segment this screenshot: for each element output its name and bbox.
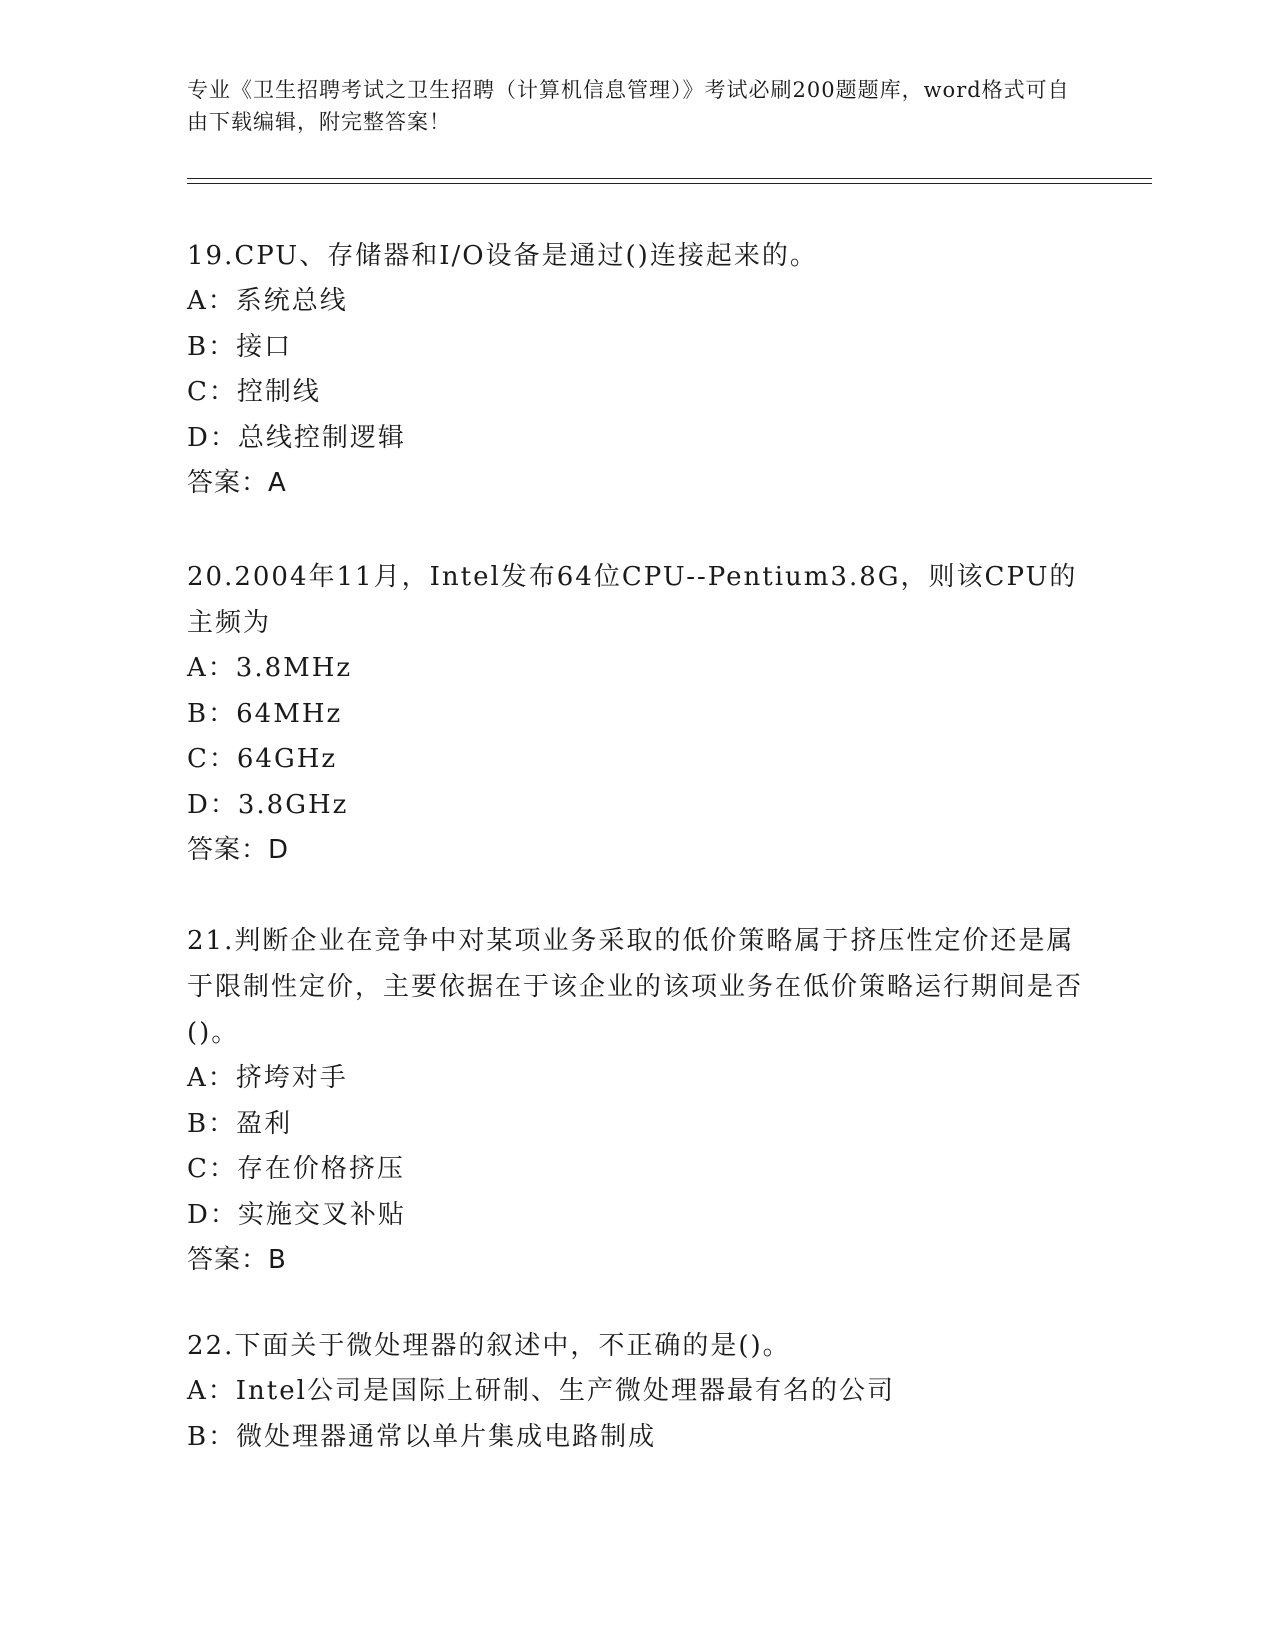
- question-21: [187, 918, 1087, 1284]
- option-b: B：微处理器通常以单片集成电路制成: [187, 1421, 657, 1452]
- answer-line: 答案：D: [187, 835, 290, 865]
- option-d: D：实施交叉补贴: [187, 1199, 406, 1230]
- option-c: C：控制线: [187, 377, 321, 407]
- option-d: D：3.8GHz: [187, 789, 349, 820]
- question-text: 22.下面关于微处理器的叙述中，不正确的是()。: [187, 1331, 791, 1361]
- option-c: C：64GHz: [187, 744, 338, 774]
- option-b: B：接口: [187, 331, 293, 362]
- option-c: C：存在价格挤压: [187, 1154, 405, 1184]
- header-divider-bottom: [187, 183, 1152, 184]
- question-text: 21.判断企业在竞争中对某项业务采取的低价策略属于挤压性定价还是属于限制性定价，主要依据在于该企业的该项业务在低价策略运行期间是否()。: [187, 926, 1084, 1048]
- question-text: 20.2004年11月，Intel发布64位CPU--Pentium3.8G，则该CPU的主频为: [187, 562, 1078, 638]
- option-a: A：3.8MHz: [187, 653, 353, 683]
- answer-line: 答案：B: [187, 1245, 287, 1275]
- question-22: [187, 1323, 1087, 1460]
- header-divider-top: [187, 178, 1152, 179]
- answer-line: 答案：A: [187, 468, 287, 498]
- option-a: A：系统总线: [187, 286, 348, 316]
- question-20: [187, 554, 1087, 874]
- document-header: 专业《卫生招聘考试之卫生招聘（计算机信息管理）》考试必刷200题题库，word格式可自由下载编辑，附完整答案！: [187, 78, 1070, 134]
- option-b: B：64MHz: [187, 698, 343, 729]
- question-text: 19.CPU、存储器和I/O设备是通过()连接起来的。: [187, 241, 818, 271]
- option-d: D：总线控制逻辑: [187, 422, 406, 453]
- option-a: A：Intel公司是国际上研制、生产微处理器最有名的公司: [187, 1376, 895, 1406]
- question-19: [187, 233, 1087, 507]
- option-a: A：挤垮对手: [187, 1063, 348, 1093]
- option-b: B：盈利: [187, 1108, 293, 1139]
